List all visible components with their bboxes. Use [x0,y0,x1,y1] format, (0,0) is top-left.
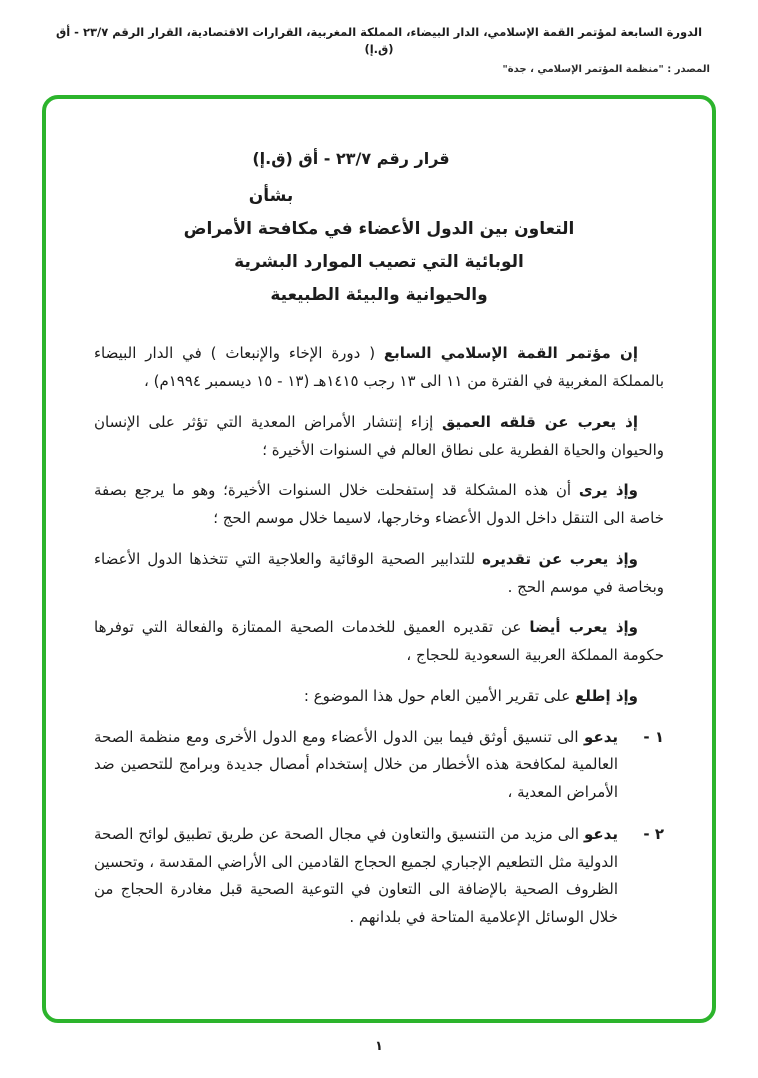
operative-item [94,821,664,932]
page-number: ١ [375,1038,383,1054]
title-line-2: الوبائية التي تصيب الموارد البشرية [234,251,524,272]
title-regarding: بشأن [248,185,294,206]
item-text [94,724,618,807]
title-line-3: والحيوانية والبيئة الطبيعية [270,285,488,306]
paragraph-text: إزاء إنتشار الأمراض المعدية التي تؤثر على الإنسان والحيوان والحياة الفطرية على نطاق العالم في السنوات الأخيرة ؛ [94,412,664,459]
operative-items [94,724,664,932]
title-block [94,143,664,313]
item-lead: يدعو [584,824,618,843]
paragraph-lead: إذ يعرب عن قلقه العميق [441,412,638,431]
paragraph-text: على تقرير الأمين العام حول هذا الموضوع : [303,686,571,705]
source-label: المصدر : [667,63,710,75]
item-body-text: الى تنسيق أوثق فيما بين الدول الأعضاء ومع الدول الأخرى ومع منظمة الصحة العالمية لمكافحة هذه الأخطار من خلال إستخدام أمصال جديدة وبرامج للتحصين ضد الأمراض المعدية ، [94,727,618,801]
item-text [94,821,618,932]
title-line-1: التعاون بين الدول الأعضاء في مكافحة الأمراض [183,218,575,239]
paragraph-lead: وإذ يعرب أيضا [529,618,638,637]
preamble-paragraph [94,614,664,670]
paragraph-text: للتدابير الصحية الوقائية والعلاجية التي تتخذها الدول الأعضاء وبخاصة في موسم الحج . [94,549,664,596]
item-body-text: الى مزيد من التنسيق والتعاون في مجال الصحة عن طريق تطبيق لوائح الصحة الدولية مثل التطعيم الإجباري لجميع الحجاج القادمين الى الأراضي المقدسة ، وتحسين الظروف الصحية بالإضافة الى التعاون في التوعية الصحية قبل مغادرة الحجاج من خلال الوسائل الإعلامية المتاحة في بلدانهم . [94,824,618,926]
paragraph-lead: وإذ يرى [578,481,638,500]
preamble-paragraph [94,340,664,396]
document-frame [42,95,716,1023]
header-citation: الدورة السابعة لمؤتمر القمة الإسلامي، الدار البيضاء، المملكة المغربية، القرارات الاقتصادية، القرار الرقم ٢٣/٧ - أق (ق.إ) [55,25,703,57]
resolution-number: قرار رقم ٢٣/٧ - أق (ق.إ) [252,148,450,168]
paragraph-lead: وإذ يعرب عن تقديره [482,549,638,568]
preamble-paragraph [94,683,664,711]
paragraph-text: ( دورة الإخاء والإنبعاث ) في الدار البيضاء بالمملكة المغربية في الفترة من ١١ الى ١٣ رجب ١٤١٥هـ (١٣ - ١٥ ديسمبر ١٩٩٤م) ، [94,344,664,390]
item-lead: يدعو [584,727,618,746]
preamble-paragraph [94,546,664,602]
preamble-paragraph [94,477,664,533]
header-source [42,64,716,75]
paragraph-lead: إن مؤتمر القمة الإسلامي السابع [383,344,639,363]
operative-item [94,724,664,807]
preamble-paragraph [94,409,664,465]
item-number: ٢ - [643,824,664,843]
paragraph-text: عن تقديره العميق للخدمات الصحية الممتازة والفعالة التي توفرها حكومة المملكة العربية السعودية للحجاج ، [94,618,664,664]
paragraph-text: أن هذه المشكلة قد إستفحلت خلال السنوات الأخيرة؛ وهو ما يرجع بصفة خاصة الى التنقل داخل الدول الأعضاء وخارجها، لاسيما خلال موسم الحج ؛ [94,481,664,527]
page-header [0,0,758,75]
item-number: ١ - [643,727,664,746]
paragraph-lead: وإذ إطلع [574,686,638,705]
source-value: "منظمة المؤتمر الإسلامي ، جدة" [502,63,664,75]
